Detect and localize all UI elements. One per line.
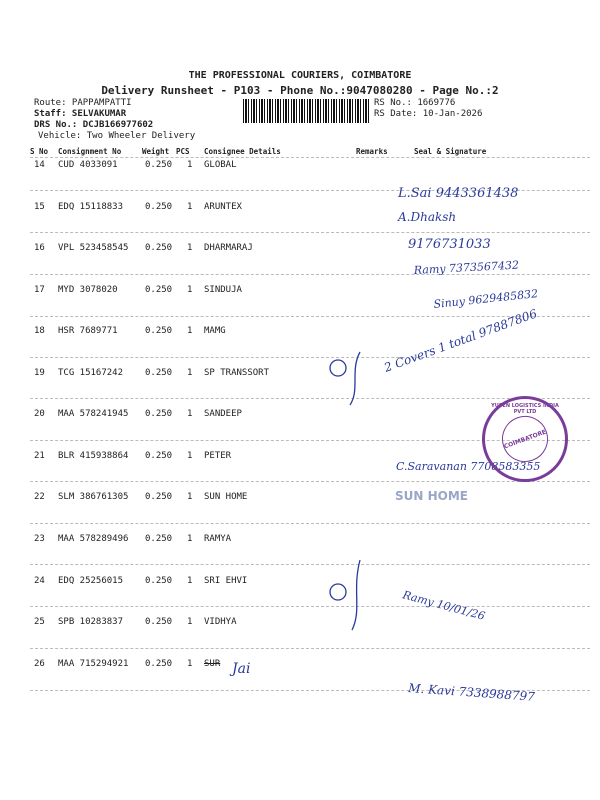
row-sno: 23 xyxy=(34,534,45,544)
row-divider xyxy=(30,564,590,565)
signature-row18: Sinuy 9629485832 xyxy=(432,287,539,311)
row-sno: 14 xyxy=(34,160,45,170)
signature-row17: Ramy 7373567432 xyxy=(413,258,520,277)
row-sno: 24 xyxy=(34,576,45,586)
barcode xyxy=(243,99,369,123)
row-consignee: SRI EHVI xyxy=(204,576,248,586)
row-consignee: ARUNTEX xyxy=(204,202,242,212)
row-consignment: MAA 715294921 xyxy=(58,659,129,669)
row-pcs: 1 xyxy=(187,617,193,627)
row-pcs: 1 xyxy=(187,409,193,419)
row-weight: 0.250 xyxy=(145,243,173,253)
table-row xyxy=(0,534,600,548)
row-divider xyxy=(30,481,590,482)
table-row xyxy=(0,160,600,174)
rs-no-text: RS No.: 1669776 xyxy=(374,98,456,108)
route-text: Route: PAPPAMPATTI xyxy=(34,98,132,108)
table-row xyxy=(0,617,600,631)
row-weight: 0.250 xyxy=(145,409,173,419)
row-pcs: 1 xyxy=(187,659,193,669)
signature-row19: 2 Covers 1 total 97887806 xyxy=(382,306,539,375)
table-row xyxy=(0,659,600,673)
table-row xyxy=(0,326,600,340)
row-consignee: SP TRANSSORT xyxy=(204,368,270,378)
row-divider xyxy=(30,398,590,399)
col-consignment: Consignment No xyxy=(58,147,122,156)
row-sno: 15 xyxy=(34,202,45,212)
row-divider xyxy=(30,523,590,524)
col-consignee: Consignee Details xyxy=(204,147,281,156)
row-pcs: 1 xyxy=(187,492,193,502)
row-divider xyxy=(30,232,590,233)
row-sno: 17 xyxy=(34,285,45,295)
row-pcs: 1 xyxy=(187,160,193,170)
row-weight: 0.250 xyxy=(145,617,173,627)
stamp-city: COIMBATORE xyxy=(496,410,555,469)
row-consignee: PETER xyxy=(204,451,232,461)
col-pcs: PCS xyxy=(176,147,190,156)
meta-right xyxy=(374,98,482,120)
row-consignment: VPL 523458545 xyxy=(58,243,129,253)
row-consignee: SINDUJA xyxy=(204,285,242,295)
table-row xyxy=(0,202,600,216)
row-sno: 22 xyxy=(34,492,45,502)
row-weight: 0.250 xyxy=(145,451,173,461)
rs-date-text: RS Date: 10-Jan-2026 xyxy=(374,109,483,119)
row-divider xyxy=(30,606,590,607)
table-row xyxy=(0,492,600,506)
row-sno: 20 xyxy=(34,409,45,419)
row-consignment: EDQ 15118833 xyxy=(58,202,124,212)
row-consignment: BLR 415938864 xyxy=(58,451,129,461)
row-consignment: EDQ 25256015 xyxy=(58,576,124,586)
yusen-stamp xyxy=(482,396,568,482)
yusen-stamp-inner: YUSEN LOGISTICS INDIA PVT LTD xyxy=(491,403,559,415)
row-consignment: HSR 7689771 xyxy=(58,326,118,336)
row-consignment: SPB 10283837 xyxy=(58,617,124,627)
table-row xyxy=(0,576,600,590)
table-row xyxy=(0,368,600,382)
row-divider xyxy=(30,357,590,358)
row-consignee: SUR xyxy=(204,659,221,669)
row-sno: 18 xyxy=(34,326,45,336)
row-consignee: SUN HOME xyxy=(204,492,248,502)
row-weight: 0.250 xyxy=(145,326,173,336)
row-sno: 21 xyxy=(34,451,45,461)
row-pcs: 1 xyxy=(187,202,193,212)
row-pcs: 1 xyxy=(187,285,193,295)
row-weight: 0.250 xyxy=(145,659,173,669)
row-consignee: MAMG xyxy=(204,326,226,336)
row-pcs: 1 xyxy=(187,368,193,378)
row-weight: 0.250 xyxy=(145,202,173,212)
vehicle-text: Vehicle: Two Wheeler Delivery xyxy=(38,131,196,141)
row-weight: 0.250 xyxy=(145,160,173,170)
meta-left xyxy=(34,98,195,142)
table-row xyxy=(0,243,600,257)
row-divider xyxy=(30,690,590,691)
signature-row14: L.Sai 9443361438 xyxy=(398,186,519,201)
signature-row15: A.Dhaksh xyxy=(398,210,457,224)
signature-row24: Ramy 10/01/26 xyxy=(401,588,487,623)
row-consignment: CUD 4033091 xyxy=(58,160,118,170)
header-divider xyxy=(30,157,590,158)
row-pcs: 1 xyxy=(187,451,193,461)
row-sno: 25 xyxy=(34,617,45,627)
company-title: THE PROFESSIONAL COURIERS, COIMBATORE xyxy=(188,70,412,81)
row-consignee: GLOBAL xyxy=(204,160,237,170)
signature-row16: 9176731033 xyxy=(408,237,491,252)
row-consignment: SLM 386761305 xyxy=(58,492,129,502)
row-sno: 16 xyxy=(34,243,45,253)
row-divider xyxy=(30,190,590,191)
row-divider xyxy=(30,316,590,317)
runsheet-subtitle: Delivery Runsheet - P103 - Phone No.:9047080280 - Page No.:2 xyxy=(101,84,499,97)
table-row xyxy=(0,285,600,299)
row-divider xyxy=(30,648,590,649)
signature-row26-bottom: M. Kavi 7338988797 xyxy=(407,681,536,704)
row-weight: 0.250 xyxy=(145,492,173,502)
signature-row26: Jai xyxy=(232,661,251,677)
row-weight: 0.250 xyxy=(145,285,173,295)
col-weight: Weight xyxy=(142,147,170,156)
row-consignee: DHARMARAJ xyxy=(204,243,253,253)
col-seal: Seal & Signature xyxy=(414,147,487,156)
row-sno: 19 xyxy=(34,368,45,378)
row-consignment: MAA 578241945 xyxy=(58,409,129,419)
row-consignment: MYD 3078020 xyxy=(58,285,118,295)
row-pcs: 1 xyxy=(187,534,193,544)
row-weight: 0.250 xyxy=(145,368,173,378)
row-consignment: TCG 15167242 xyxy=(58,368,124,378)
col-remarks: Remarks xyxy=(356,147,388,156)
row-consignee: RAMYA xyxy=(204,534,232,544)
row-weight: 0.250 xyxy=(145,576,173,586)
row-divider xyxy=(30,274,590,275)
row-sno: 26 xyxy=(34,659,45,669)
signature-row21: C.Saravanan 7708583355 xyxy=(396,460,541,473)
row-pcs: 1 xyxy=(187,576,193,586)
row-weight: 0.250 xyxy=(145,534,173,544)
col-sno: S No xyxy=(30,147,49,156)
row-pcs: 1 xyxy=(187,326,193,336)
row-consignee: SANDEEP xyxy=(204,409,242,419)
row-consignee: VIDHYA xyxy=(204,617,237,627)
row-consignment: MAA 578289496 xyxy=(58,534,129,544)
row-pcs: 1 xyxy=(187,243,193,253)
sunhome-stamp: SUN HOME xyxy=(395,489,468,503)
drs-text: DRS No.: DCJB166977602 xyxy=(34,120,154,130)
staff-text: Staff: SELVAKUMAR xyxy=(34,109,127,119)
